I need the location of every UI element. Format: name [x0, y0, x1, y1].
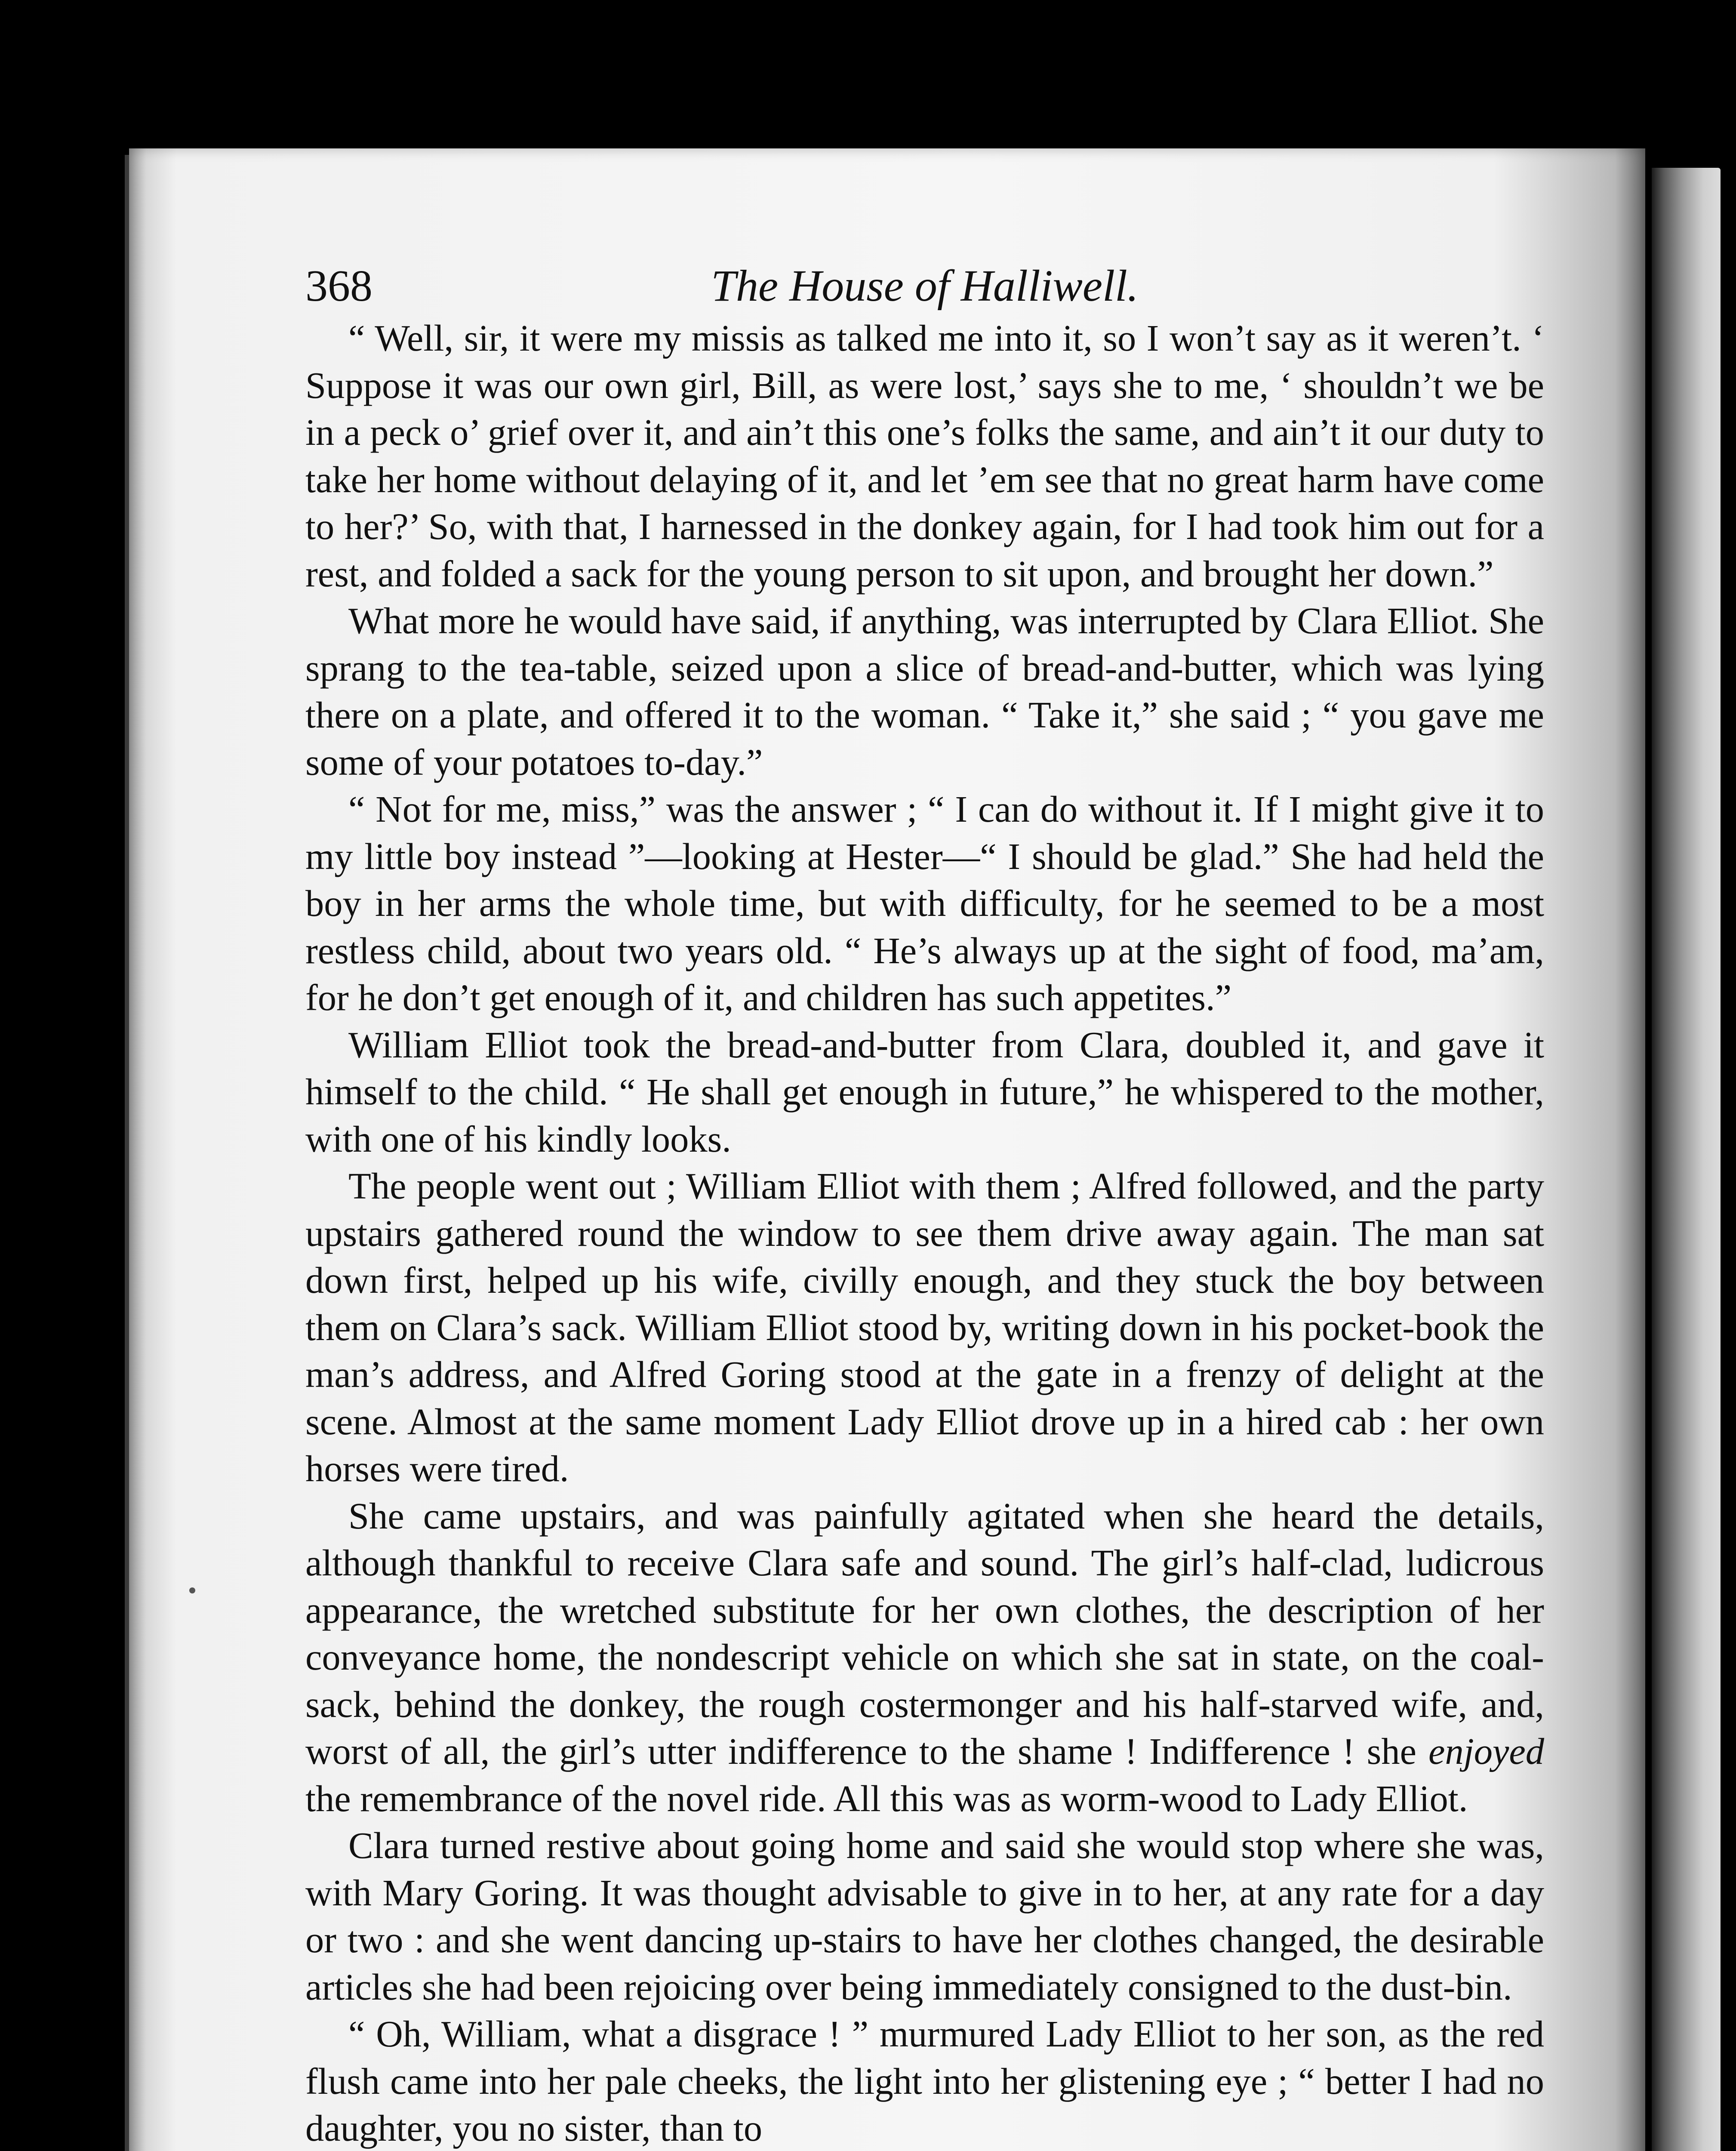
- paragraph-text: “ Not for me, miss,” was the answer ; “ I can do without it. If I might give it to my little boy instead ”—looking at Hester—“ I should be glad.” She had held the boy in her arms the whole time, but with difficulty, for he seemed to be a most restless child, about two years old. “ He’s always up at the sight of food, ma’am, for he don’t get enough of it, and children has such appetites.”: [305, 789, 1544, 1018]
- paragraph-text: “ Well, sir, it were my missis as talked me into it, so I won’t say as it weren’t. ‘ Suppose it was our own girl, Bill, as were lost,’ says she to me, ‘ shouldn’t we be in a peck o’ grief over it, and ain’t this one’s folks the same, and ain’t it our duty to take her home without delaying of it, and let ’em see that no great harm have come to her?’ So, with that, I harnessed in the donkey again, for I had took him out for a rest, and folded a sack for the young person to sit upon, and brought her down.”: [305, 317, 1544, 595]
- paragraph-text: The people went out ; William Elliot with them ; Alfred followed, and the party upstairs gathered round the window to see them drive away again. The man sat down first, helped up his wife, civilly enough, and they stuck the boy between them on Clara’s sack. William Elliot stood by, writing down in his pocket-book the man’s address, and Alfred Goring stood at the gate in a frenzy of delight at the scene. Almost at the same moment Lady Elliot drove up in a hired cab : her own horses were tired.: [305, 1165, 1544, 1489]
- paper-speck: [189, 1587, 195, 1593]
- paragraph-text: “ Oh, William, what a disgrace ! ” murmured Lady Elliot to her son, as the red flush came into her pale cheeks, the light into her glistening eye ; “ better I had no daughter, you no sister, than to: [305, 2013, 1544, 2149]
- paragraph: [305, 315, 1544, 598]
- paragraph: [305, 1493, 1544, 1823]
- body-text: [305, 315, 1544, 2151]
- paragraph: [305, 598, 1544, 786]
- paragraph-text: She came upstairs, and was painfully agitated when she heard the details, although thankful to receive Clara safe and sound. The girl’s half-clad, ludicrous appearance, the wretched substitute for her own clothes, the description of her conveyance home, the nondescript vehicle on which she sat in state, on the coal-sack, behind the donkey, the rough costermonger and his half-starved wife, and, worst of all, the girl’s utter indifference to the shame ! Indifference ! she: [305, 1495, 1544, 1772]
- paragraph: [305, 786, 1544, 1022]
- paragraph-text: What more he would have said, if anything, was interrupted by Clara Elliot. She sprang to the tea-table, seized upon a slice of bread-and-butter, which was lying there on a plate, and offered it to the woman. “ Take it,” she said ; “ you gave me some of your potatoes to-day.”: [305, 600, 1544, 783]
- page-number: 368: [305, 261, 372, 311]
- page-header: [305, 258, 1544, 323]
- paragraph-text: the remembrance of the novel ride. All this was as worm-wood to Lady Elliot.: [305, 1778, 1468, 1819]
- facing-page-edge: [1652, 168, 1721, 2151]
- running-title: The House of Halliwell.: [711, 261, 1139, 311]
- paragraph: [305, 1022, 1544, 1163]
- paragraph: [305, 2011, 1544, 2151]
- paragraph-text: Clara turned restive about going home and said she would stop where she was, with Mary Goring. It was thought advisable to give in to her, at any rate for a day or two : and she went dancing up-stairs to have her clothes changed, the desirable articles she had been rejoicing over being immediately consigned to the dust-bin.: [305, 1825, 1544, 2008]
- paragraph: [305, 1163, 1544, 1493]
- emphasized-word: enjoyed: [1428, 1731, 1545, 1772]
- paragraph-text: William Elliot took the bread-and-butter from Clara, doubled it, and gave it himself to the child. “ He shall get enough in future,” he whispered to the mother, with one of his kindly looks.: [305, 1024, 1544, 1160]
- page-content: [305, 258, 1544, 2151]
- paragraph: [305, 1822, 1544, 2011]
